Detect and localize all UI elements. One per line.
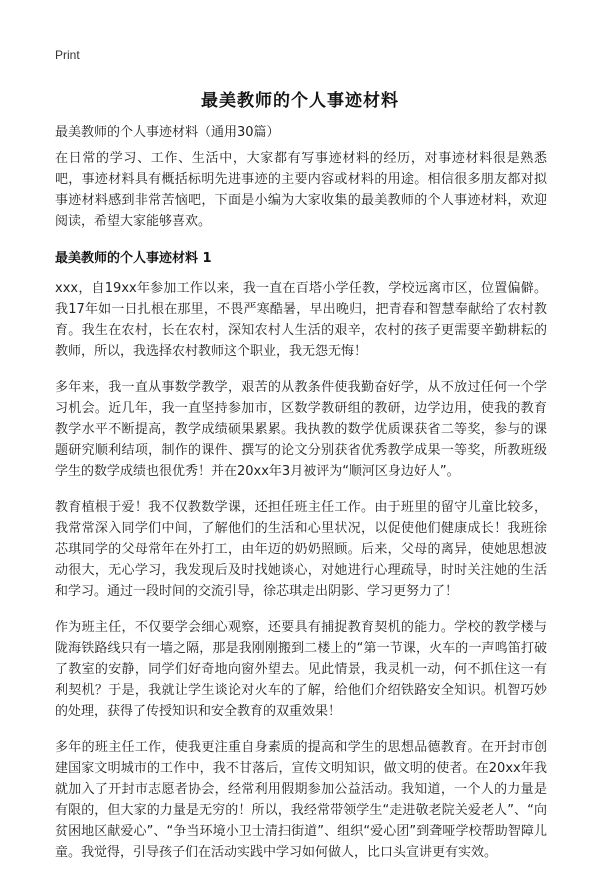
body-paragraph: 作为班主任，不仅要学会细心观察，还要具有捕捉教育契机的能力。学校的教学楼与陇海铁路线只有一墙之隔，那是我刚刚搬到二楼上的“第一节课，火车的一声鸣笛打破了教室的安静，同学们好奇地向窗外望去。见此情景，我灵机一动，何不抓住这一有利契机？于是，我就让学生谈论对火车的了解，给他们介绍铁路安全知识。机智巧妙的处理，获得了传授知识和安全教育的双重效果！ bbox=[55, 620, 547, 719]
subtitle: 最美教师的个人事迹材料（通用30篇） bbox=[55, 125, 280, 140]
page-title: 最美教师的个人事迹材料 bbox=[201, 91, 399, 111]
print-label[interactable]: Print bbox=[55, 48, 80, 62]
intro-paragraph: 在日常的学习、工作、生活中，大家都有写事迹材料的经历，对事迹材料很是熟悉吧，事迹材料具有概括标明先进事迹的主要内容或材料的用途。相信很多朋友都对拟事迹材料感到非常苦恼吧，下面是小编为大家收集的最美教师的个人事迹材料，欢迎阅读，希望大家能够喜欢。 bbox=[55, 151, 547, 229]
body-paragraph: 多年的班主任工作，使我更注重自身素质的提高和学生的思想品德教育。在开封市创建国家文明城市的工作中，我不甘落后，宣传文明知识，做文明的使者。在20xx年我就加入了开封市志愿者协会，经常利用假期参加公益活动。我知道，一个人的力量是有限的，但大家的力量是无穷的！所以，我经常带领学生“走进敬老院关爱老人”、“向贫困地区献爱心”、“争当环境小卫士清扫街道”、组织“爱心团”到聋哑学校帮助智障儿童。我觉得，引导孩子们在活动实践中学习如何做人，比口头宣讲更有实效。 bbox=[55, 740, 547, 860]
document-body bbox=[55, 148, 547, 878]
body-paragraph: xxx，自19xx年参加工作以来，我一直在百塔小学任教，学校远离市区，位置偏僻。我17年如一日扎根在那里，不畏严寒酷暑，早出晚归，把青春和智慧奉献给了农村教育。我生在农村，长在农村，深知农村人生活的艰辛，农村的孩子更需要辛勤耕耘的教师，所以，我选择农村教师这个职业，我无怨无悔！ bbox=[55, 281, 547, 359]
body-paragraph: 多年来，我一直从事数学教学，艰苦的从教条件使我勤奋好学，从不放过任何一个学习机会。近几年，我一直坚持参加市，区数学教研组的教研，边学边用，使我的教育教学水平不断提高，教学成绩硕果累累。我执教的数学优质课获省二等奖，参与的课题研究顺利结项，制作的课件、撰写的论文分别获省优秀教学成果一等奖，所教班级学生的数学成绩也很优秀！并在20xx年3月被评为“顺河区身边好人”。 bbox=[55, 380, 547, 479]
section-heading: 最美教师的个人事迹材料 1 bbox=[55, 251, 212, 266]
body-paragraph: 教育植根于爱！我不仅教数学课，还担任班主任工作。由于班里的留守儿童比较多，我常常深入同学们中间，了解他们的生活和心里状况，以促使他们健康成长！我班徐芯琪同学的父母常年在外打工，由年迈的奶奶照顾。后来，父母的离异，使她思想波动很大，无心学习，我发现后及时找她谈心，对她进行心理疏导，时时关注她的生活和学习。通过一段时间的交流引导，徐芯琪走出阴影、学习更努力了！ bbox=[55, 500, 547, 599]
